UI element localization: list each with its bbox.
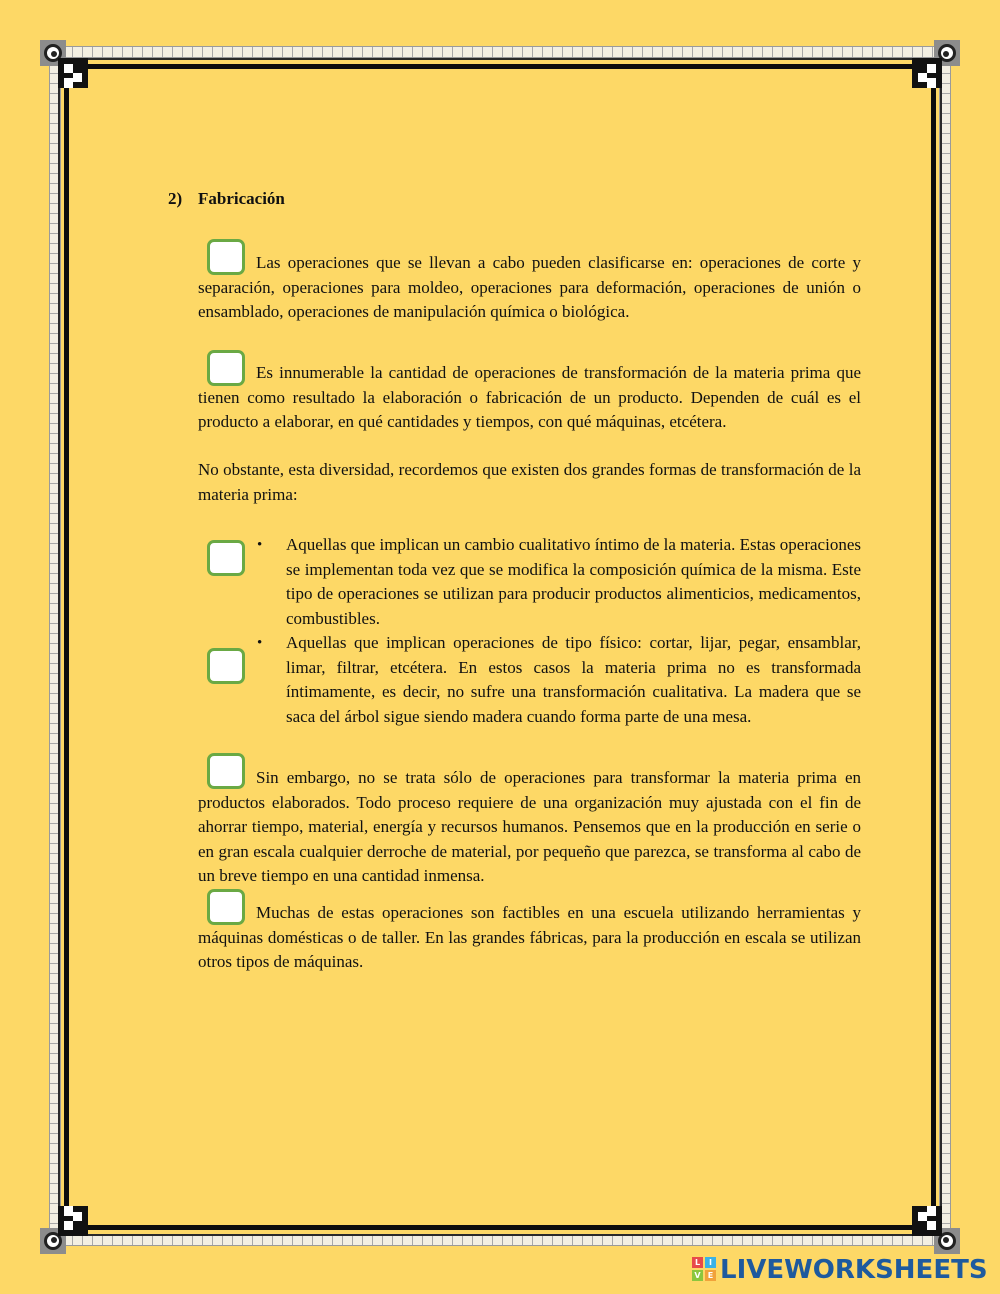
paragraph-5 (198, 901, 861, 975)
checkbox-4[interactable] (207, 648, 245, 684)
bullet-icon: • (257, 537, 263, 553)
checkbox-5[interactable] (207, 753, 245, 789)
logo-text: LIVEWORKSHEETS (720, 1255, 988, 1285)
checkbox-6[interactable] (207, 889, 245, 925)
paragraph-1-text: Las operaciones que se llevan a cabo pueden clasificarse en: operaciones de corte y separación, operaciones para moldeo, operaciones para deformación, operaciones de unión o ensamblado, operaciones de manipulación química o biológica. (198, 253, 861, 321)
paragraph-4 (198, 766, 861, 889)
checkbox-3[interactable] (207, 540, 245, 576)
paragraph-2 (198, 361, 861, 435)
bullet-list (257, 533, 861, 729)
section-number: 2) (168, 189, 183, 208)
list-item (257, 631, 861, 729)
paragraph-1 (198, 251, 861, 325)
section-title: Fabricación (198, 189, 285, 208)
paragraph-4-text: Sin embargo, no se trata sólo de operaciones para transformar la materia prima en productos elaborados. Todo proceso requiere de una organización muy ajustada con el fin de ahorrar tiempo, material, energía y recursos humanos. Pensemos que en la producción en serie o en gran escala cualquier derroche de material, por pequeño que parezca, se transforma al cabo de un breve tiempo en una cantidad inmensa. (198, 768, 861, 885)
paragraph-5-text: Muchas de estas operaciones son factibles en una escuela utilizando herramientas y máquinas domésticas o de taller. En las grandes fábricas, para la producción en escala se utilizan otros tipos de máquinas. (198, 903, 861, 971)
paragraph-3 (198, 458, 861, 507)
bullet-icon: • (257, 635, 263, 651)
bullet-1-text: Aquellas que implican un cambio cualitativo íntimo de la materia. Estas operaciones se implementan toda vez que se modifica la composición química de la misma. Este tipo de operaciones se utilizan para producir productos alimenticios, medicamentos, combustibles. (286, 535, 861, 628)
paragraph-3-text: No obstante, esta diversidad, recordemos que existen dos grandes formas de transformación de la materia prima: (198, 460, 861, 504)
corner-ornament-bottom-right (908, 1202, 960, 1254)
liveworksheets-logo[interactable] (692, 1254, 988, 1286)
checkbox-2[interactable] (207, 350, 245, 386)
list-item (257, 533, 861, 631)
logo-icon: L I V E (692, 1257, 718, 1283)
corner-ornament-top-right (908, 40, 960, 92)
paragraph-2-text: Es innumerable la cantidad de operaciones de transformación de la materia prima que tienen como resultado la elaboración o fabricación de un producto. Dependen de cuál es el producto a elaborar, en qué cantidades y tiempos, con qué máquinas, etcétera. (198, 363, 861, 431)
corner-ornament-top-left (40, 40, 92, 92)
frame-top-strip (62, 46, 938, 58)
corner-ornament-bottom-left (40, 1202, 92, 1254)
section-heading (168, 189, 285, 209)
bullet-2-text: Aquellas que implican operaciones de tipo físico: cortar, lijar, pegar, ensamblar, limar, filtrar, etcétera. En estos casos la materia prima no es transformada íntimamente, es decir, no sufre una transformación cualitativa. La madera que se saca del árbol sigue siendo madera cuando forma parte de una mesa. (286, 633, 861, 726)
checkbox-1[interactable] (207, 239, 245, 275)
